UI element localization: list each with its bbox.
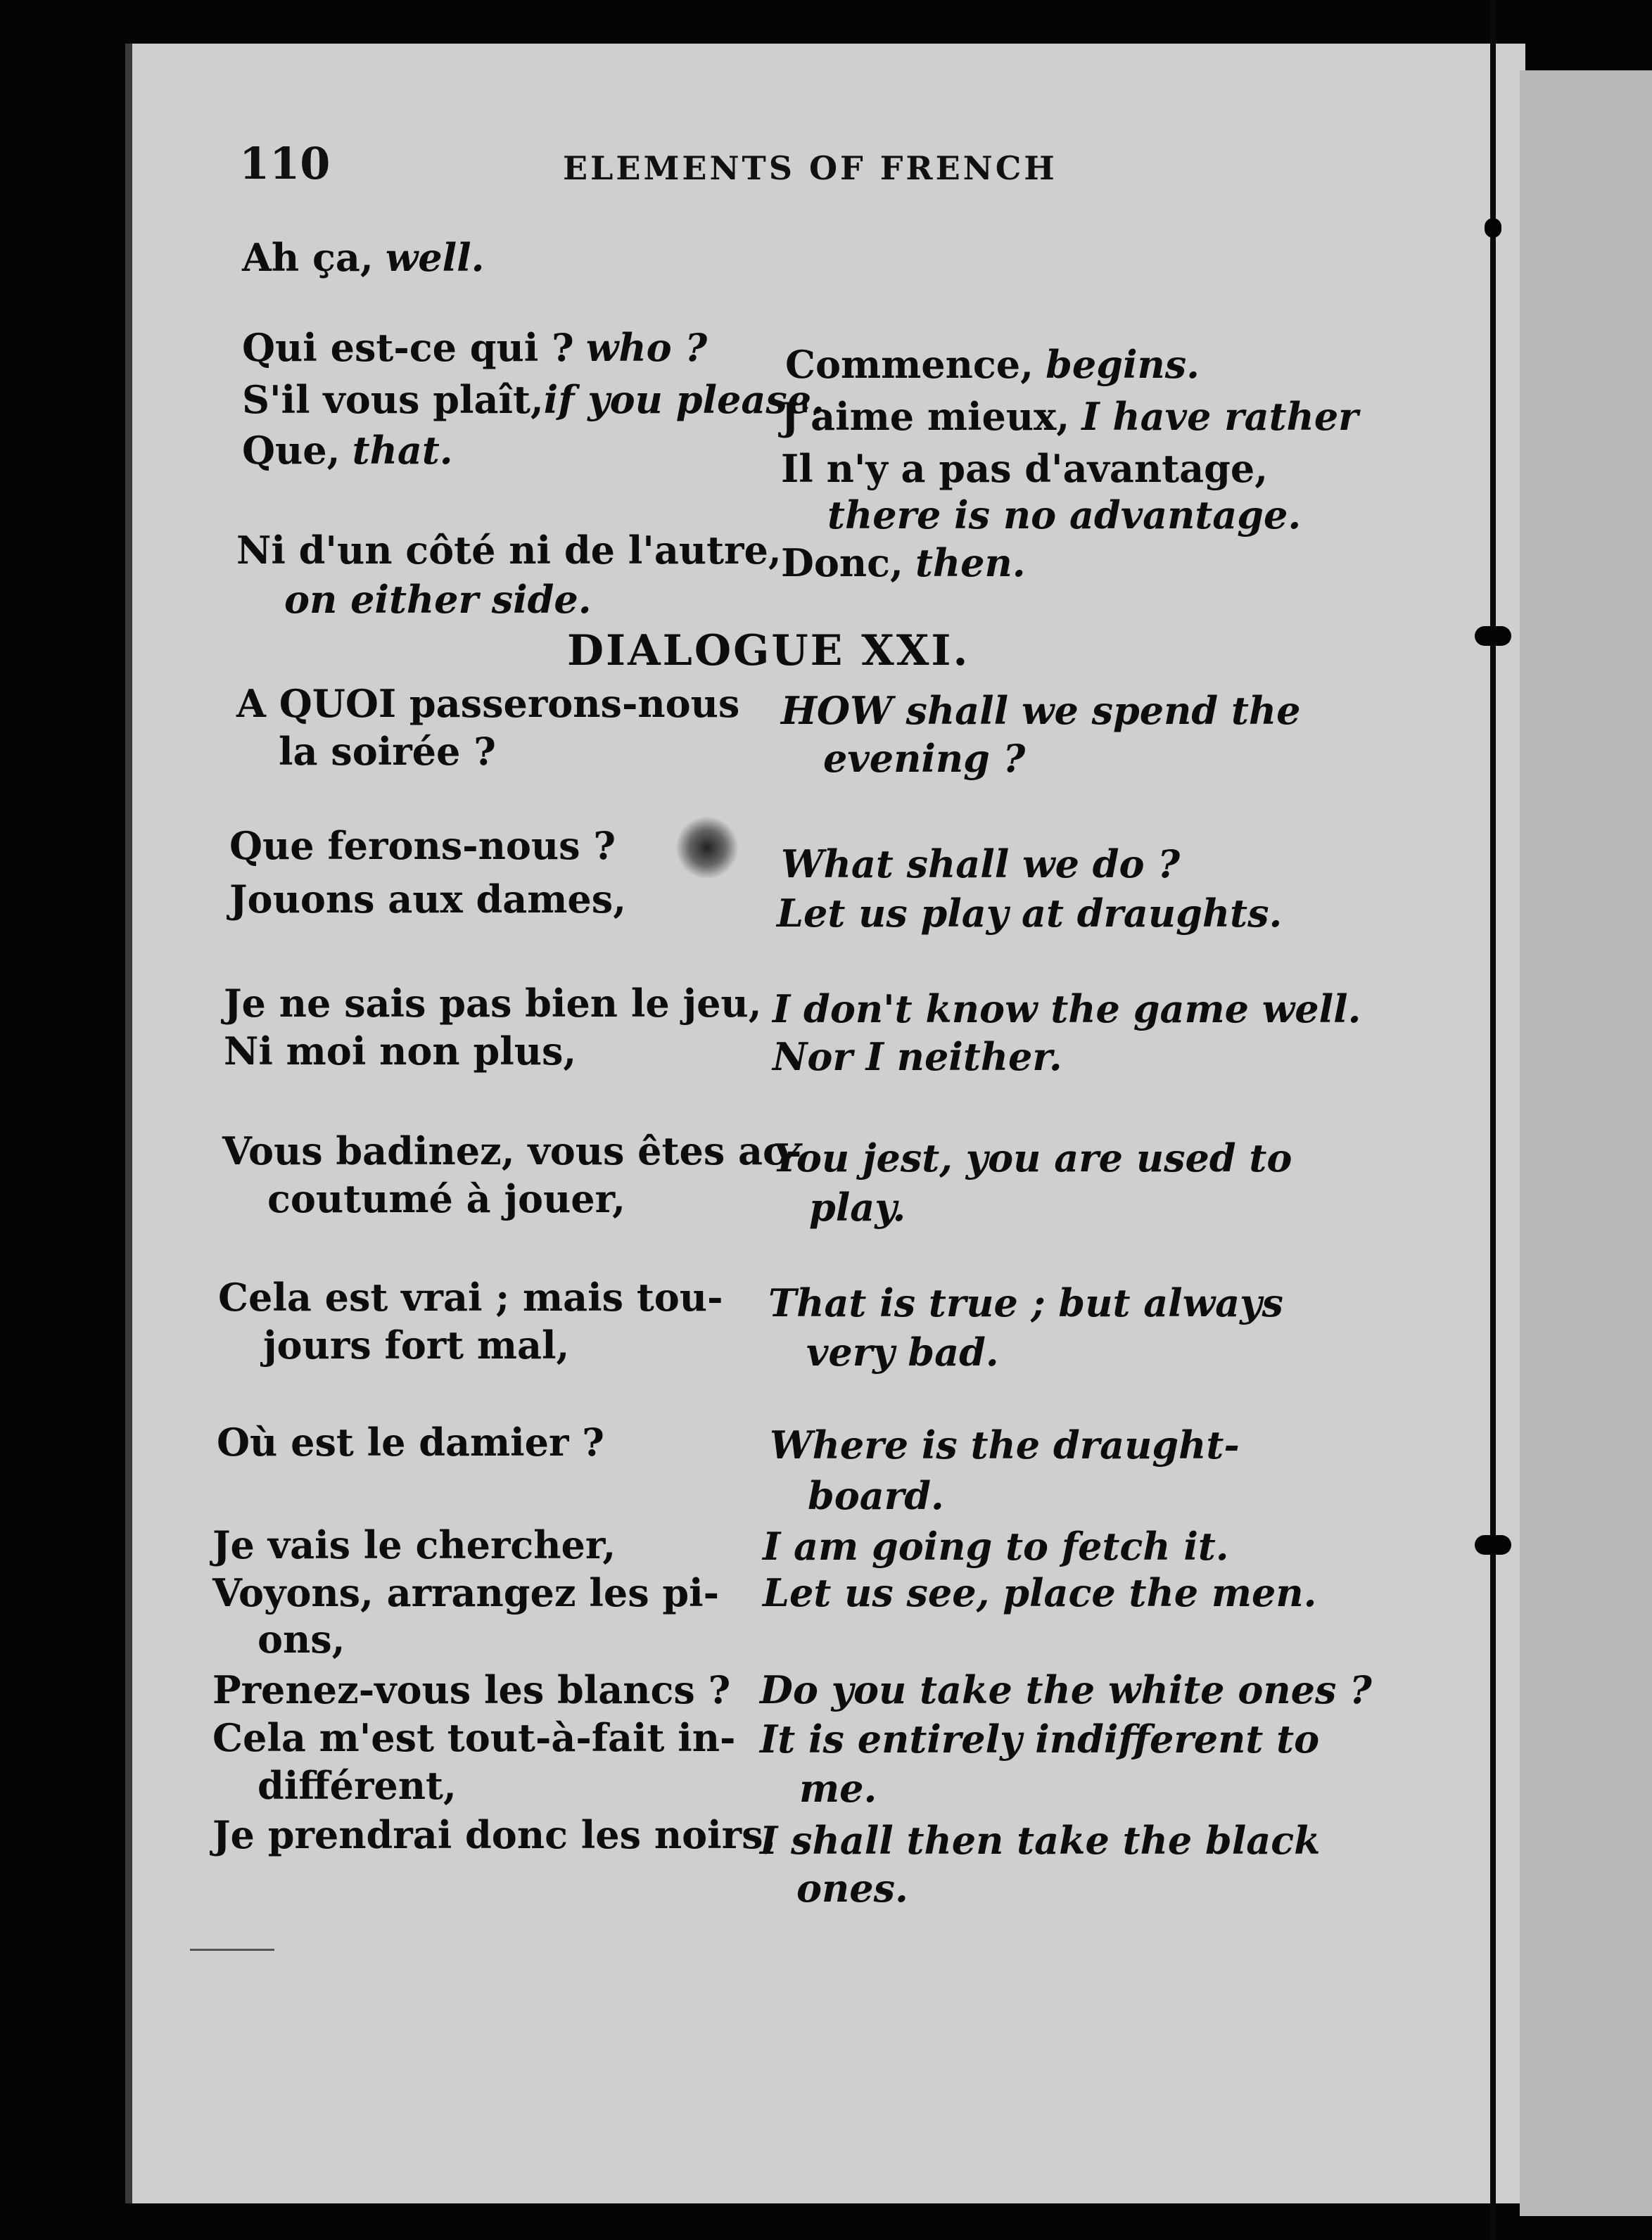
dialogue-french: différent, [258,1763,457,1808]
dialogue-french: Cela est vrai ; mais tou- [218,1275,723,1320]
dialogue-french: Que ferons-nous ? [229,823,616,868]
dialogue-english: You jest, you are used to [773,1135,1292,1181]
facing-page-edge [1520,70,1652,2216]
dialogue-english: Do you take the white ones ? [760,1667,1372,1712]
page-mark [190,1949,274,1951]
vocab-gloss: on either side. [284,577,592,622]
dialogue-french: Jouons aux dames, [229,877,626,922]
vocab-entry: Que, that. [242,428,453,473]
dialogue-english: evening ? [823,736,1026,781]
dialogue-french: A QUOI passerons-nous [236,681,740,726]
vocab-entry: Donc, then. [781,540,1026,585]
gutter-mark [1485,218,1501,238]
vocab-entry: Ah ça, well. [242,235,485,280]
dialogue-french: jours fort mal, [263,1323,570,1368]
ink-blot [675,816,739,879]
dialogue-english: me. [799,1766,877,1811]
dialogue-french: coutumé à jouer, [267,1176,625,1221]
dialogue-french: Cela m'est tout-à-fait in- [212,1715,736,1760]
dialogue-french: Je ne sais pas bien le jeu, [224,981,762,1026]
dialogue-english: Nor I neither. [773,1034,1062,1079]
dialogue-french: Prenez-vous les blancs ? [212,1667,731,1712]
dialogue-english: HOW shall we spend the [781,688,1301,733]
dialogue-french: la soirée ? [279,729,496,774]
book-gutter [1490,0,1496,2240]
dialogue-english: Let us play at draughts. [777,891,1283,936]
gutter-mark [1475,1535,1511,1555]
dialogue-french: Ni moi non plus, [224,1029,577,1074]
vocab-entry: Qui est-ce qui ? who ? [242,325,708,370]
dialogue-english: ones. [796,1866,908,1911]
dialogue-english: board. [808,1473,944,1518]
running-head: ELEMENTS OF FRENCH [563,149,1057,187]
dialogue-english: I am going to fetch it. [763,1524,1229,1569]
dialogue-title: DIALOGUE XXI. [567,626,970,675]
dialogue-french: ons, [258,1617,345,1662]
dialogue-french: Voyons, arrangez les pi- [212,1570,720,1615]
dialogue-english: That is true ; but always [768,1280,1283,1325]
vocab-gloss: there is no advantage. [827,492,1302,537]
dialogue-english: What shall we do ? [781,841,1180,886]
dialogue-french: Vous badinez, vous êtes ac- [222,1128,802,1173]
dialogue-english: Where is the draught- [770,1423,1240,1468]
dialogue-french: Où est le damier ? [217,1420,604,1465]
dialogue-english: very bad. [806,1330,999,1375]
vocab-entry: J'aime mieux, I have rather [781,394,1359,439]
dialogue-french: Je prendrai donc les noirs, [212,1812,777,1857]
dialogue-english: play. [809,1185,906,1230]
dialogue-english: I shall then take the black [760,1818,1321,1863]
dialogue-english: It is entirely indifferent to [760,1717,1320,1762]
gutter-mark [1475,626,1511,646]
dialogue-english: I don't know the game well. [773,986,1361,1031]
vocab-entry: S'il vous plaît,if you please. [242,377,825,422]
vocab-entry: Ni d'un côté ni de l'autre, [236,528,782,573]
page-number: 110 [239,138,331,189]
vocab-entry: Il n'y a pas d'avantage, [781,446,1269,491]
dialogue-english: Let us see, place the men. [763,1570,1317,1615]
vocab-entry: Commence, begins. [785,342,1200,387]
dialogue-french: Je vais le chercher, [212,1522,616,1567]
